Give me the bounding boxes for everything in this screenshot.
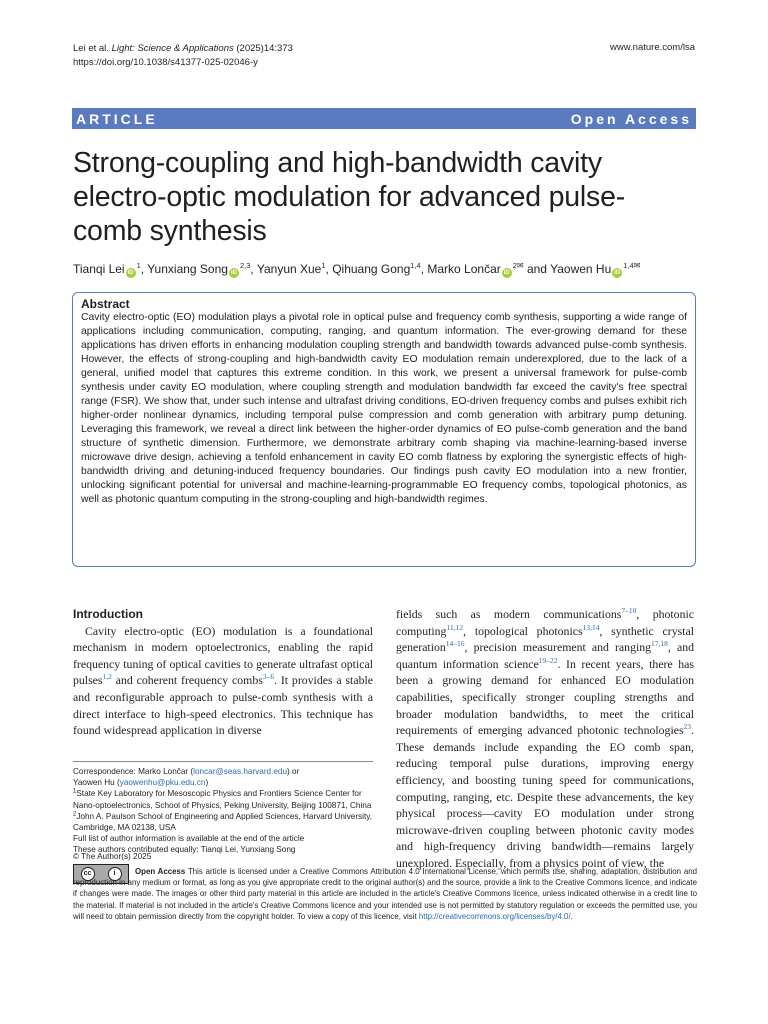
- author-affiliation-sup: 2,3: [239, 261, 251, 270]
- author-name[interactable]: Tianqi Lei: [73, 262, 125, 276]
- journal-name: Light: Science & Applications: [111, 43, 234, 54]
- author-affiliation-sup: 1: [321, 261, 326, 270]
- footnotes: [73, 766, 373, 856]
- open-access-label: Open Access: [570, 110, 692, 127]
- citation-ref[interactable]: 11,12: [446, 622, 464, 632]
- author-name[interactable]: Marko Lončar: [427, 262, 501, 276]
- citation-ref[interactable]: 23: [683, 722, 692, 732]
- doi-link[interactable]: https://doi.org/10.1038/s41377-025-02046-y: [73, 56, 258, 68]
- attribution-icon: i: [108, 867, 122, 881]
- orcid-icon[interactable]: iD: [503, 270, 510, 276]
- creative-commons-icon: cc: [81, 867, 95, 881]
- intro-paragraph-left: Cavity electro-optic (EO) modulation is a foundational mechanism in modern optoelectronics, enabling the rapid frequency tuning of optical cavities to generate ultrafast optical pulses$^{1,2}$ and coherent frequency combs$^{3-6}$. It provides a stable and reconfigurable approach to pulse-comb synthesis with a direct interface to high-speed electronics. This technique has found widespread application in diverse: [73, 623, 373, 738]
- licence-lead: Open Access: [135, 867, 186, 876]
- author-name[interactable]: Yanyun Xue: [256, 262, 322, 276]
- author-affiliation-sup: 1: [136, 261, 141, 270]
- licence-text: Open Access This article is licensed under a Creative Commons Attribution 4.0 International License, which permits use, sharing, adaptation, distribution and reproduction in any medium or format, as long as you give appropriate credit to the original author(s) and the source, provide a link to the Creative Commons licence, and indicate if changes were made. The images or other third party material in this article are included in the article's Creative Commons licence, unless indicated otherwise in a credit line to the material. If material is not included in the article's Creative Commons licence and your intended use is not permitted by statutory regulation or exceeds the permitted use, you will need to obtain permission directly from the copyright holder. To view a copy of this licence, visit http://creativecommons.org/licenses/by/4.0/.: [73, 867, 697, 921]
- running-header: [73, 42, 293, 69]
- article-title: Strong-coupling and high-bandwidth cavity electro-optic modulation for advanced pulse-comb synthesis: [73, 147, 626, 247]
- author-affiliation-sup: 1,4: [410, 261, 421, 270]
- full-list-note: Full list of author information is available at the end of the article: [73, 834, 305, 844]
- citation-ref[interactable]: 7–10: [621, 606, 637, 616]
- citation-volume: (2025)14:373: [233, 43, 293, 54]
- abstract-text: Cavity electro-optic (EO) modulation plays a pivotal role in optical pulse and frequency comb synthesis, supporting a wide range of applications including communication, computing, ranging, and quantum information. The ever-growing demand for these applications has driven efforts in enhancing modulation coupling strength and bandwidth towards advanced pulse-comb synthesis. However, the effects of strong-coupling and high-bandwidth cavity EO modulation remain underexplored, due to the lack of a general, unified model that captures this extreme condition. In this work, we present a universal framework for pulse-comb synthesis under cavity EO modulation, where coupling strength and modulation bandwidth far exceed the cavity's free spectral range (FSR). We show that, under such intense and ultrafast driving conditions, EO-driven frequency combs and pulses exhibit rich higher-order nonlinear dynamics, including temporal pulse compression and comb generation with arbitrary pump detuning. Leveraging this framework, we reveal a direct link between the higher-order dynamics of EO pulse-comb generation and the band structure of synthetic dimension. Furthermore, we demonstrate arbitrary comb shaping via machine-learning-based inverse microwave drive design, achieving a tenfold enhancement in cavity EO comb flatness by exploring the synergistic effects of high-bandwidth driving and detuning-induced frequency boundaries. Our findings push cavity EO modulation into a new frontier, unlocking significant potential for universal and machine-learning-programmable EO frequency combs, topological photonics, as well as photonic quantum computing in the strong-coupling and high-bandwidth regimes.: [81, 312, 687, 505]
- affiliation-1: $^1$State Key Laboratory for Mesoscopic Physics and Frontiers Science Center for Nano-optoelectronics, School of Physics, Peking University, Beijing 100871, China: [73, 788, 372, 810]
- author-name[interactable]: Yunxiang Song: [147, 262, 228, 276]
- author-affiliation-sup: 1,4: [623, 261, 634, 270]
- article-banner: [72, 108, 696, 129]
- author-name[interactable]: Qihuang Gong: [332, 262, 411, 276]
- citation-ref[interactable]: 19–22: [538, 655, 558, 665]
- citation-ref[interactable]: 14–16: [445, 639, 465, 649]
- citation-ref[interactable]: 17,18: [651, 639, 668, 649]
- licence-link[interactable]: http://creativecommons.org/licenses/by/4.0/: [418, 911, 571, 921]
- intro-paragraph-right: fields such as modern communications$^{7-10}$, photonic computing$^{11,12}$, topological photonics$^{13,14}$, synthetic crystal generation$^{14-16}$, precision measurement and ranging$^{17,18}$, and quantum information science$^{19-22}$. In recent years, there has been a growing demand for enhanced EO modulation capabilities, specifically stronger coupling strengths and broader modulation bandwidths, to meet the critical requirements of emerging advanced photonic technologies$^{23}$. These demands include expanding the EO comb span, reducing temporal pulse durations, improving energy efficiency, and boosting tuning speed for communications, computing, ranging, etc. Despite these advancements, the key physical process—cavity EO modulation under strong microwave-driven coupling between photonic cavity modes and high-frequency driving bandwidth—remains largely unexplored. Especially, from a physics point of view, the: [396, 606, 695, 870]
- copyright-line: © The Author(s) 2025: [73, 852, 152, 861]
- website-link[interactable]: www.nature.com/lsa: [609, 42, 695, 53]
- envelope-icon[interactable]: ✉: [516, 261, 524, 270]
- orcid-icon[interactable]: iD: [614, 270, 621, 276]
- citation-ref[interactable]: 13,14: [582, 622, 600, 632]
- author-name[interactable]: Yaowen Hu: [550, 262, 612, 276]
- article-type-label: ARTICLE: [76, 110, 158, 127]
- orcid-icon[interactable]: iD: [127, 270, 134, 276]
- correspondence: Correspondence: Marko Lončar (loncar@seas.harvard.edu) or Yaowen Hu (yaowenhu@pku.edu.cn): [73, 767, 300, 788]
- abstract-box: [72, 292, 696, 567]
- citation-ref[interactable]: 1,2: [102, 672, 112, 682]
- introduction-heading: Introduction: [73, 607, 143, 621]
- footnote-divider: [73, 761, 373, 762]
- right-column: [396, 606, 694, 872]
- author-list: Tianqi Lei $iD^1$, Yunxiang Song iD$^{2,3}$, Yanyun Xue$^1$, Qihuang Gong$^{1,4}$, Marko Lončar $iD^{2✉}$ and Yaowen Hu $iD^{1,4✉}$: [73, 261, 641, 276]
- envelope-icon[interactable]: ✉: [633, 261, 641, 270]
- affiliation-2: $^2$John A. Paulson School of Engineering and Applied Sciences, Harvard University, Cambridge, MA 02138, USA: [73, 811, 373, 833]
- citation-line: [73, 42, 293, 56]
- citation-authors: Lei et al.: [73, 43, 109, 54]
- left-column: [73, 606, 373, 739]
- equal-contribution-note: These authors contributed equally: Tianqi Lei, Yunxiang Song: [73, 845, 296, 855]
- email-link[interactable]: yaowenhu@pku.edu.cn: [119, 778, 206, 788]
- abstract-heading: Abstract: [81, 297, 130, 311]
- orcid-icon[interactable]: iD: [230, 270, 237, 276]
- email-link[interactable]: loncar@seas.harvard.edu: [193, 767, 288, 776]
- citation-ref[interactable]: 3–6: [262, 672, 275, 682]
- author-affiliation-sup: 2: [512, 261, 517, 270]
